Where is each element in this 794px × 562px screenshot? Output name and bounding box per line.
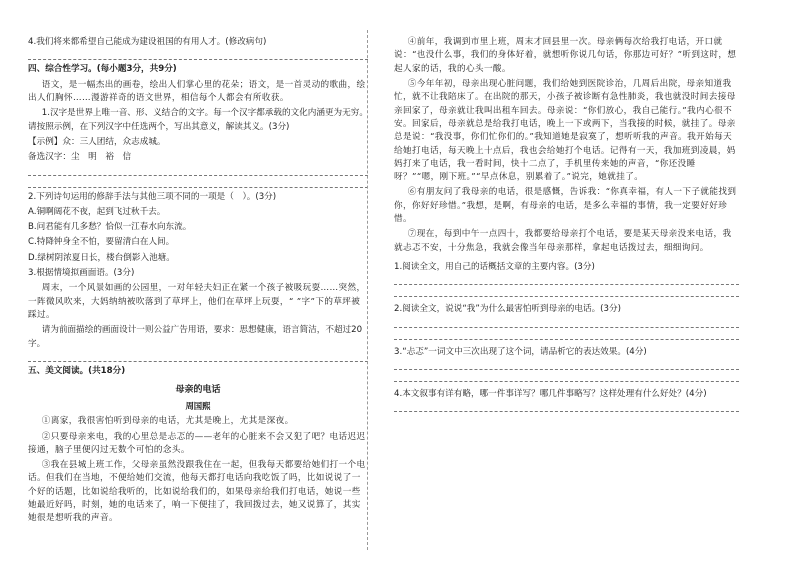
- option-a: A.铜啊阔花不夜，起到飞过秋千去。: [28, 206, 166, 217]
- q4-revise-sentence: 4.我们将来都希望自己能成为建设祖国的有用人才。(修改病句): [28, 37, 267, 47]
- article-author: 周国熙: [185, 401, 211, 412]
- option-d: D.绿树阴浓夏日长，楼台倒影入池塘。: [28, 252, 175, 263]
- example-line: [28, 136, 368, 149]
- q3-text: 3.根据情境拟画面语。(3分): [28, 268, 135, 279]
- article-paragraph-5: ⑤今年年初，母亲出现心脏问题，我们给她到医院诊治，几周后出院，母亲知道我忙，就不让我陪床了。在出院的那天，小孩子被诊断有急性肺炎，我也就没时间去接母亲回家了，母亲就让我叫出租车回去。母亲说：“你们放心，我自己能行。”我内心很不安。回家后，母亲就总是给我打电话，晚上一下或两下，当我接的时候，就挂了。母亲总是说：“我没事，你们忙你们的。”我知道她是寂寞了，想听听我的声音。我开始每天给她打电话，每天晚上十点后，我也会给她打个电话。记得有一天，我加班到凌晨，妈妈打来了电话，我一看时间，快十二点了，手机里传来她的声音，“你还没睡呀？”“嗯，刚下班。”“早点休息，别累着了。”说完，她就挂了。: [394, 78, 736, 183]
- reading-q3: 3.“忐忑”一词文中三次出现了这个词，请品析它的表达效果。(4分): [394, 346, 647, 357]
- answer-line: [394, 288, 739, 297]
- article-paragraph-2: ②只要母亲来电，我的心里总是忐忑的——老年的心脏来不会又犯了吧？电话迟迟接通，脑子里便闪过无数个可怕的念头。: [28, 431, 366, 455]
- reading-q2: 2.阅读全文，说说“我”为什么最害怕听到母亲的电话。(3分): [394, 304, 621, 315]
- q3-scene: 周末，一个风景如画的公园里，一对年轻夫妇正在紧一个孩子被吸玩耍……突然，一阵微风吹来，大妈纳纳被吹落到了草坪上，他们在草坪上玩耍，“ ”字”下的草坪被踩过。: [28, 283, 366, 320]
- article-paragraph-6: ⑥有朋友问了我母亲的电话，很是感慨，告诉我：“你真幸福，有人一下子就能找到你，你好好珍惜。”我想，是啊，有母亲的电话，是多么幸福的事情，我一定要好好珍惜。: [394, 187, 737, 225]
- article-paragraph-7: ⑦现在，每到中午一点四十，我都要给母亲打个电话，要是某天母亲没来电话，我就忐忑不安，十分焦急，我就会像当年母亲那样，拿起电话拨过去，细细询问。: [394, 229, 732, 253]
- answer-line: [394, 331, 739, 340]
- answer-line: [394, 373, 739, 382]
- article-paragraph-4: ④前年，我调到市里上班，周末才回县里一次。母亲俩每次给我打电话，开口就说：“也没什么事，我们的身体好着，就想听你说几句话，你那边可好？”听到这时，想起人家的话，我的心头一酸。: [394, 37, 737, 74]
- right-column: [394, 36, 739, 415]
- column-divider: [367, 30, 368, 550]
- answer-line: [28, 51, 368, 60]
- answer-line: [28, 353, 368, 362]
- q3-task: 请为前面描绘的画面设计一则公益广告用语，要求：思想健康，语言简洁，不超过20字。: [28, 325, 363, 349]
- left-column: [28, 36, 368, 528]
- q2-text: 2.下列诗句运用的修辞手法与其他三项不同的一项是（ ）。(3分): [28, 191, 277, 202]
- option-c: C.特降钟身全不怕，要留清白在人间。: [28, 237, 175, 248]
- example-text: 众：三人团结，众志成城。: [62, 136, 166, 147]
- section4-heading: 四、综合性学习。(每小题3分，共9分): [28, 64, 177, 75]
- chars-label: 备选汉字：: [28, 152, 71, 163]
- example-label: 【示例】: [28, 136, 63, 147]
- section5-heading: 五、美文阅读。(共18分): [28, 365, 126, 376]
- article-title: 母亲的电话: [175, 385, 221, 396]
- reading-q4: 4.本文叙事有详有略，哪一件事详写？哪几件事略写？这样处理有什么好处？(4分): [394, 388, 707, 399]
- article-paragraph-3: ③我在县城上班工作，父母亲虽然没跟我住在一起，但我每天都要给她们打一个电话。但我们在当地，不便给她们交流，他每天都打电话向我吃饭了吗，比如说说了一个好的话题，比如说给我听的，比如说给我们的，如果母亲给我们打电话，她说一些她最近好吗，时刻，她的电话来了，响一下便挂了，我回拨过去，她又说算了，其实她很是想听我的声音。: [28, 460, 366, 524]
- answer-line: [28, 179, 368, 188]
- answer-line: [394, 361, 739, 370]
- answer-line: [28, 167, 368, 176]
- chars-list: 尘 明 裕 信: [70, 152, 132, 163]
- section4-intro: 语文，是一幅杰出的画卷，绘出人们掌心里的花朵；语文，是一首灵动的歌曲，绘出人们胸怀……漫游祥奇的语文世界，相信每个人都会有所收获。: [28, 79, 366, 103]
- answer-line: [394, 319, 739, 328]
- q1-text: 1.汉字是世界上唯一音、形、义结合的文字。每一个汉字都承载的文化内涵更为无穷。请按照示例，在下列汉字中任选两个，写出其意义，解读其义。(3分): [28, 108, 368, 132]
- candidate-chars-line: [28, 151, 368, 164]
- option-b: B.问君能有几多愁？恰似一江春水向东流。: [28, 222, 192, 233]
- answer-line: [394, 276, 739, 285]
- answer-line: [394, 403, 739, 412]
- reading-q1: 1.阅读全文，用自己的话概括文章的主要内容。(3分): [394, 262, 595, 272]
- article-paragraph-1: ①离家，我很害怕听到母亲的电话，尤其是晚上，尤其是深夜。: [41, 416, 294, 427]
